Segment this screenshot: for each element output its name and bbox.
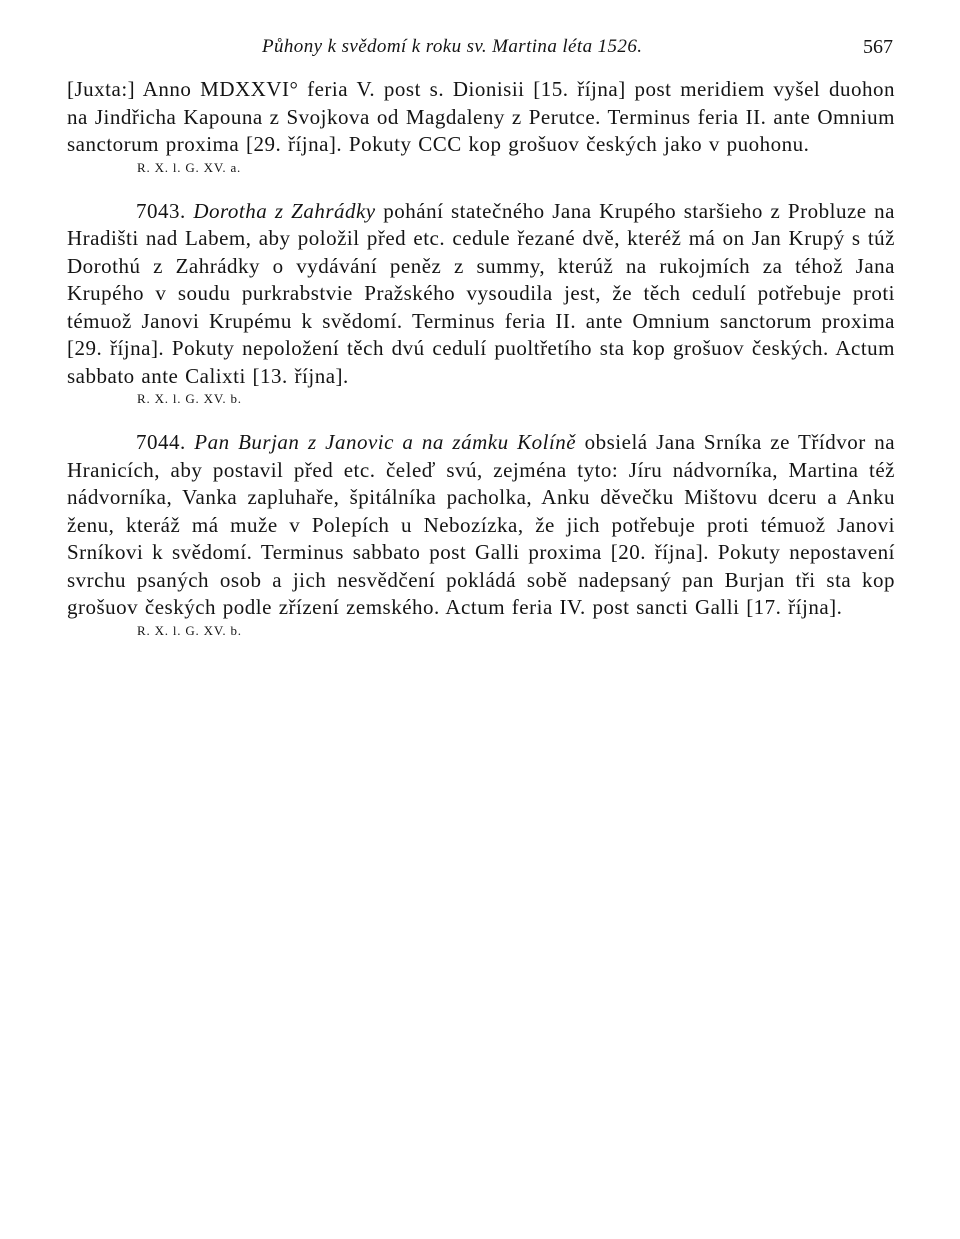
entry-text: pohání statečného Jana Krupého staršieho z Probluze na Hradišti nad Labem, aby položil před etc. cedule řezané dvě, kteréž má on Jan Krupý s túž Dorothú z Zahrádky o vydávání peněz z summy, kterúž na rukojmích za téhož Jana Krupého v soudu purkrabstvie Pražského vysoudila jest, že těch cedulí potřebuje proti témuož Janovi Krupému k svědomí. Terminus feria II. ante Omnium sanctorum proxima [29. října]. Pokuty nepoložení těch dvú cedulí puoltřetího sta kop grošuov českých. Actum sabbato ante Calixti [13. října]. — [67, 198, 896, 388]
entry-number: 7043. — [136, 198, 186, 223]
source-reference: R. X. l. G. XV. a. — [137, 159, 242, 175]
running-head — [0, 30, 960, 60]
entry-number: 7044. — [136, 430, 186, 454]
page-body — [67, 76, 895, 642]
entry-text: obsielá Jana Srníka ze Třídvor na Hranicích, aby postavil před etc. čeleď svú, zejména tyto: Jíru nádvorníka, Martina též nádvorníka, Vanka zapluhaře, špitálníka pacholka, Anku děvečku Mištovu dceru a Anku ženu, kteráž má muže v Polepích u Nebozízka, že jich potřebuje proti témuož Janovi Srníkovi k svědomí. Terminus sabbato post Galli proxima [20. října]. Pokuty nepostavení svrchu psaných osob a jich nesvědčení pokládá sobě nadepsaný pan Burjan tři sta kop grošuov českých podle zřízení zemského. Actum feria IV. post sancti Galli [17. října]. — [67, 430, 896, 619]
running-title: Půhony k svědomí k roku sv. Martina léta 1526. — [262, 36, 643, 57]
entry-party: Dorotha z Zahrádky — [193, 198, 376, 223]
entry-text: [Juxta:] Anno MDXXVI° feria V. post s. Dionisii [15. října] post meridiem vyšel duohon na Jindřicha Kapouna z Svojkova od Magdaleny z Perutce. Terminus feria II. ante Omnium sanctorum proxima [29. října]. Pokuty CCC kop grošuov českých jako v puohonu. — [67, 77, 895, 156]
entry-paragraph — [67, 429, 895, 622]
entry-party: Pan Burjan z Janovic a na zámku Kolíně — [194, 430, 577, 454]
entry-paragraph — [67, 76, 895, 159]
source-reference: R. X. l. G. XV. b. — [137, 391, 242, 406]
entry-paragraph — [67, 198, 895, 391]
page-number: 567 — [863, 36, 893, 58]
source-reference: R. X. l. G. XV. b. — [137, 622, 242, 638]
